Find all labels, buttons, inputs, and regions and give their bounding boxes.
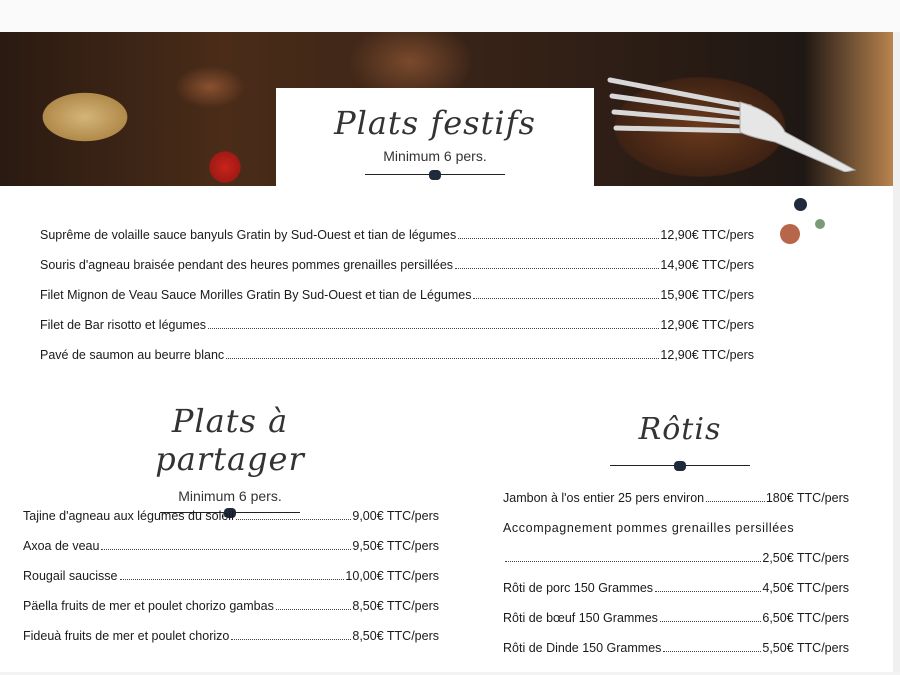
dotted-leader (101, 549, 351, 550)
title-subtitle: Minimum 6 pers. (383, 148, 487, 164)
dish-name: Accompagnement pommes grenailles persillées (503, 521, 795, 535)
dish-name: Jambon à l'os entier 25 pers environ (503, 491, 705, 505)
dotted-leader (505, 561, 761, 562)
dish-price: 12,90€ TTC/pers (660, 348, 754, 362)
festif-row (40, 288, 754, 302)
slider-knob (674, 461, 686, 471)
navy-dot (794, 198, 807, 211)
dish-name: Axoa de veau (23, 539, 100, 553)
dotted-leader (208, 328, 659, 329)
rotis-row (503, 521, 849, 535)
dish-price: 5,50€ TTC/pers (762, 641, 849, 655)
viewer-top-bar (0, 0, 900, 33)
dotted-leader (455, 268, 659, 269)
dish-price: 8,50€ TTC/pers (352, 599, 439, 613)
fork-icon (600, 52, 860, 172)
dish-price: 9,00€ TTC/pers (352, 509, 439, 523)
partager-row (23, 599, 439, 613)
terracotta-dot (780, 224, 800, 244)
dotted-leader (660, 621, 761, 622)
partager-row (23, 509, 439, 523)
menu-page (0, 32, 893, 672)
dish-price: 14,90€ TTC/pers (660, 258, 754, 272)
dish-name: Rôti de Dinde 150 Grammes (503, 641, 662, 655)
rotis-row (503, 551, 849, 565)
decorative-slider (610, 461, 750, 471)
dotted-leader (473, 298, 659, 299)
dish-name: Suprême de volaille sauce banyuls Gratin by Sud-Ouest et tian de légumes (40, 228, 457, 242)
title-card (276, 88, 594, 186)
partager-row (23, 539, 439, 553)
dish-name: Tajine d'agneau aux légumes du soleil (23, 509, 234, 523)
festif-row (40, 318, 754, 332)
dish-name: Souris d'agneau braisée pendant des heures pommes grenailles persillées (40, 258, 454, 272)
dish-name: Päella fruits de mer et poulet chorizo gambas (23, 599, 274, 613)
dish-name: Filet de Bar risotto et légumes (40, 318, 207, 332)
dish-price: 6,50€ TTC/pers (762, 611, 849, 625)
dish-price: 10,00€ TTC/pers (345, 569, 439, 583)
dish-price: 4,50€ TTC/pers (762, 581, 849, 595)
decorative-slider (365, 170, 505, 180)
dotted-leader (236, 519, 352, 520)
dotted-leader (663, 651, 761, 652)
section-title: Plats à partager (155, 402, 305, 478)
banner-image (0, 32, 893, 186)
partager-row (23, 629, 439, 643)
dish-name: Rougail saucisse (23, 569, 118, 583)
sage-dot (815, 219, 825, 229)
partager-row (23, 569, 439, 583)
dotted-leader (226, 358, 659, 359)
dotted-leader (120, 579, 345, 580)
viewer-right-strip (893, 32, 900, 672)
dish-price: 9,50€ TTC/pers (352, 539, 439, 553)
dotted-leader (458, 238, 659, 239)
rotis-row (503, 641, 849, 655)
rotis-row (503, 491, 849, 505)
dotted-leader (231, 639, 351, 640)
dish-price: 12,90€ TTC/pers (660, 228, 754, 242)
dish-price: 2,50€ TTC/pers (762, 551, 849, 565)
dish-name: Fideuà fruits de mer et poulet chorizo (23, 629, 230, 643)
dish-name: Pavé de saumon au beurre blanc (40, 348, 225, 362)
slider-knob (429, 170, 441, 180)
dish-price: 15,90€ TTC/pers (660, 288, 754, 302)
dish-price: 180€ TTC/pers (765, 491, 849, 505)
partager-heading (110, 402, 350, 518)
dish-name: Rôti de bœuf 150 Grammes (503, 611, 658, 625)
dish-name: Filet Mignon de Veau Sauce Morilles Gratin By Sud-Ouest et tian de Légumes (40, 288, 472, 302)
rotis-heading (600, 412, 760, 471)
dish-name: Rôti de porc 150 Grammes (503, 581, 654, 595)
dotted-leader (706, 501, 765, 502)
festif-row (40, 228, 754, 242)
festif-row (40, 348, 754, 362)
section-subtitle: Minimum 6 pers. (178, 488, 282, 504)
dish-price: 8,50€ TTC/pers (352, 629, 439, 643)
dotted-leader (655, 591, 761, 592)
rotis-row (503, 581, 849, 595)
section-title: Rôtis (638, 412, 722, 447)
rotis-row (503, 611, 849, 625)
festif-row (40, 258, 754, 272)
dotted-leader (276, 609, 352, 610)
dish-price: 12,90€ TTC/pers (660, 318, 754, 332)
page-title: Plats festifs (334, 104, 536, 142)
